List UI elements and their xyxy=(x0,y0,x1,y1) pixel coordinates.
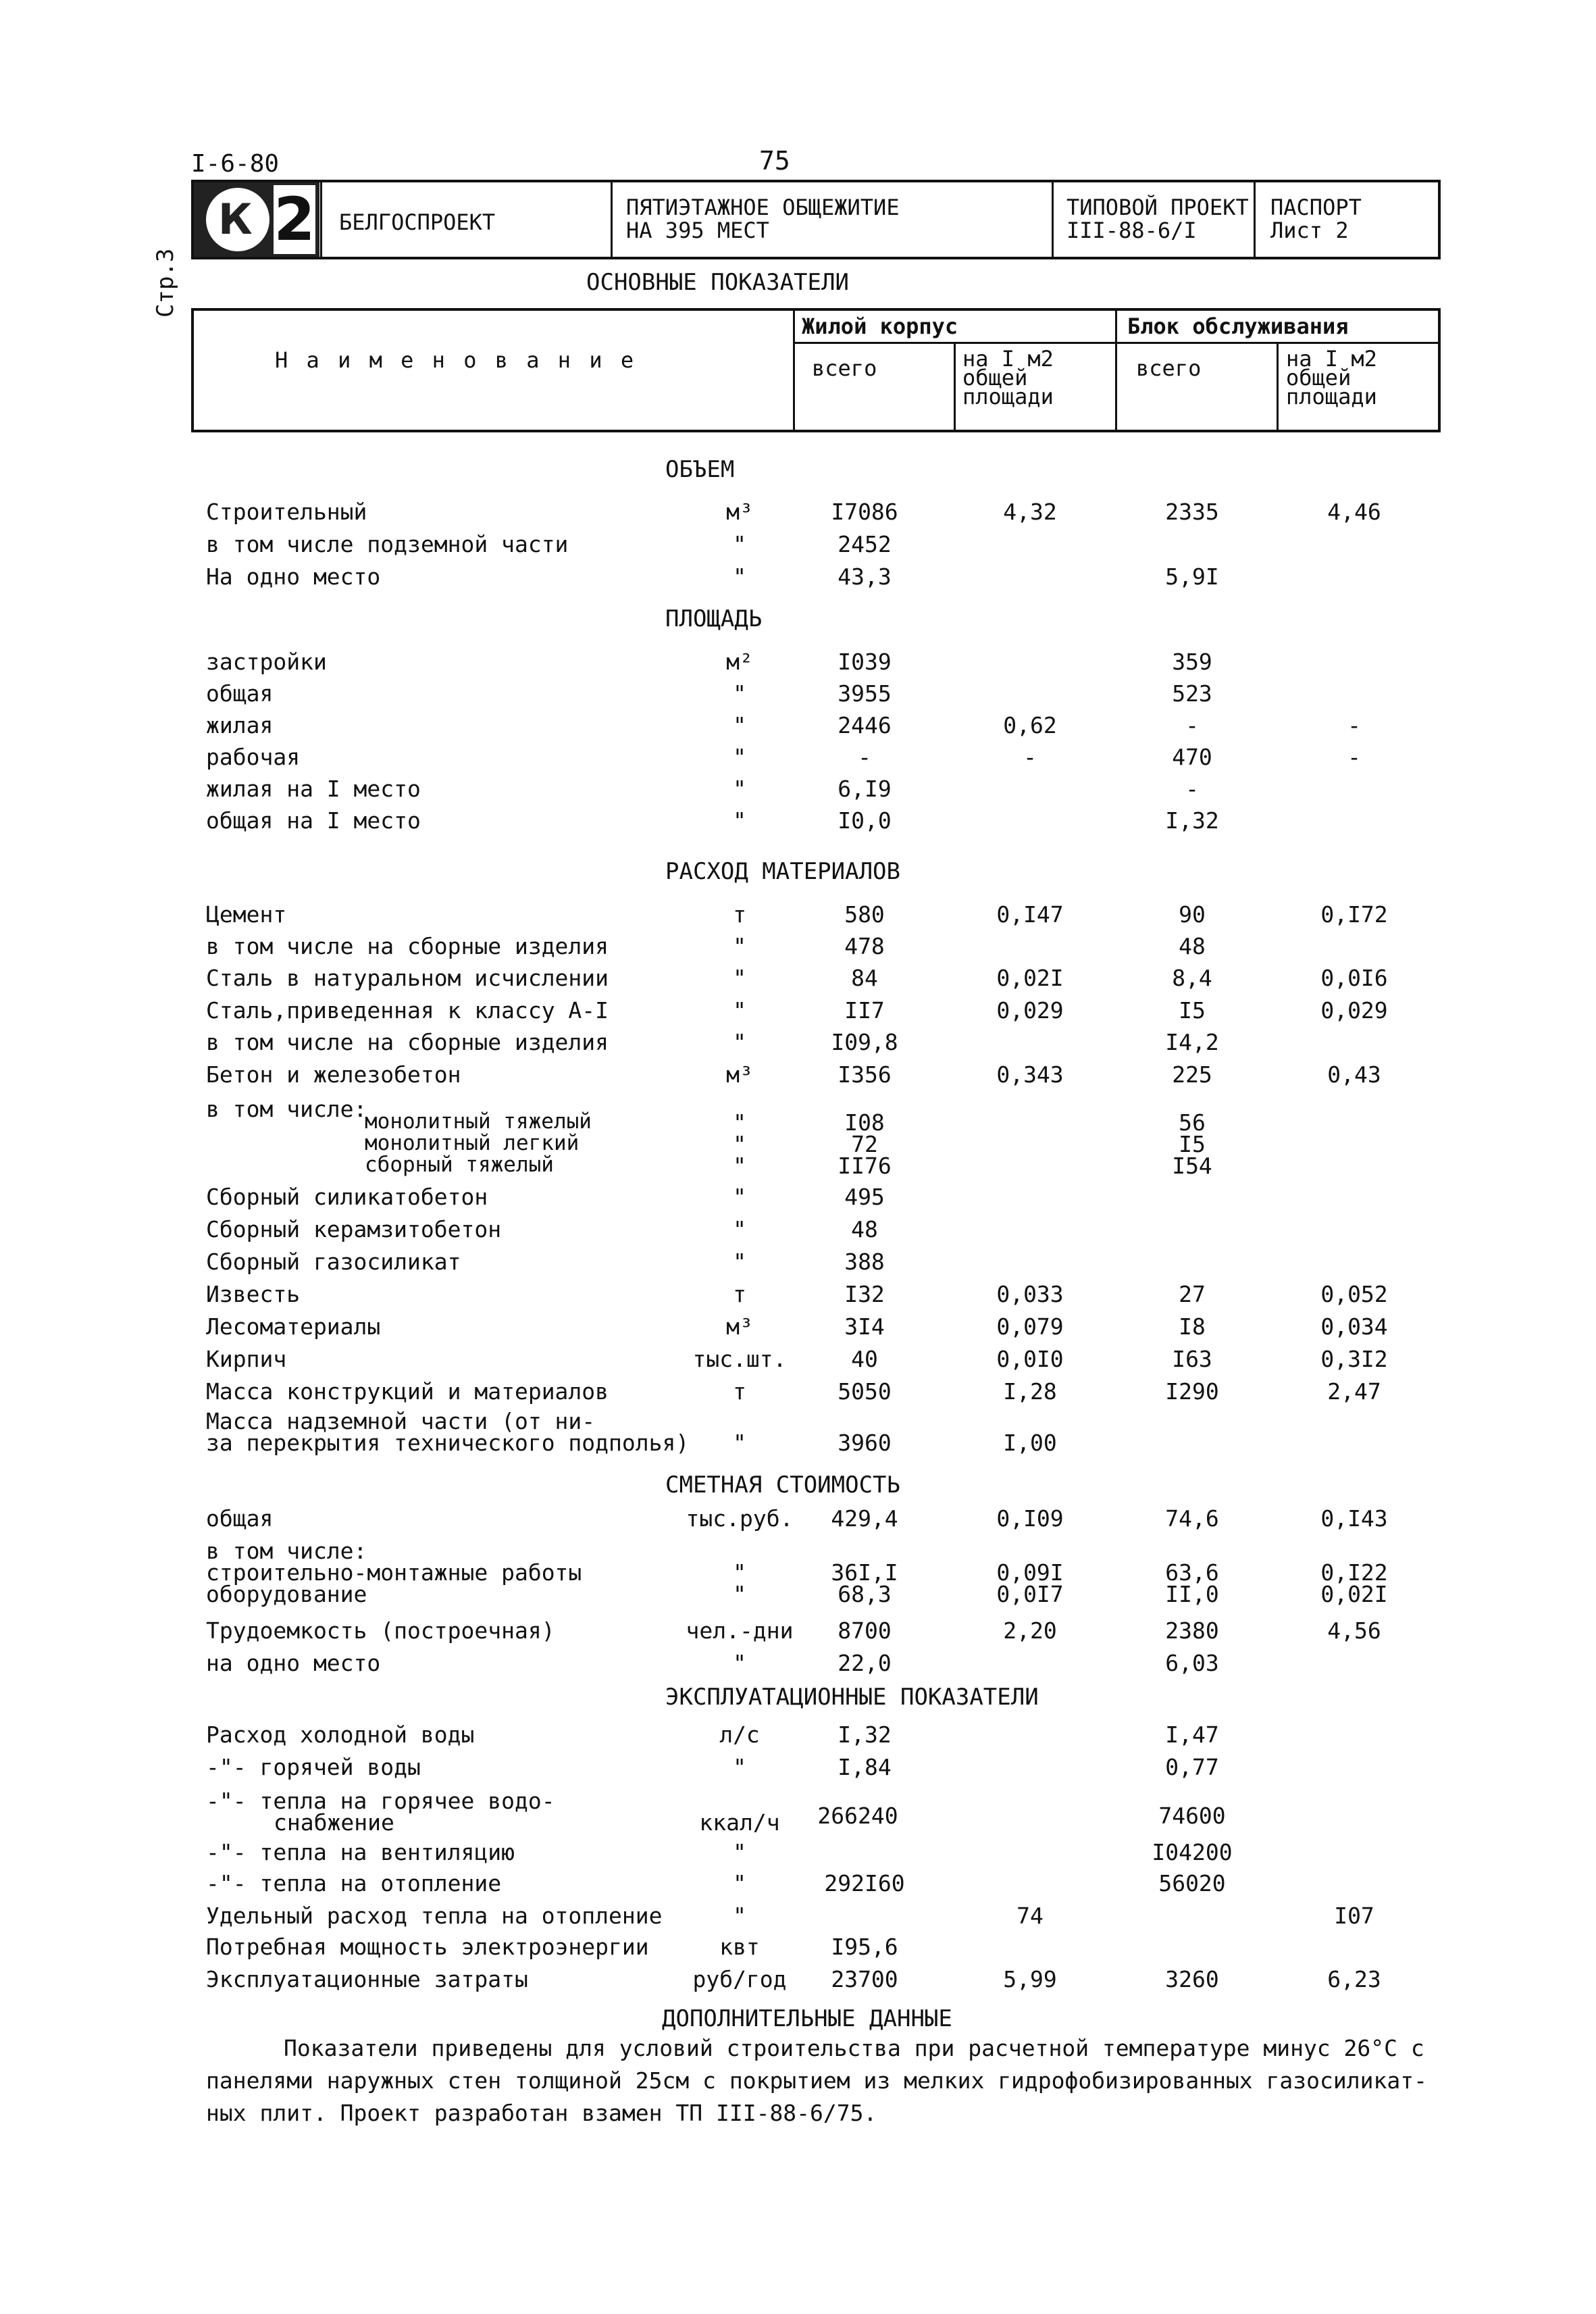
row-value-a: I356 xyxy=(838,1061,892,1088)
row-value-d: 0,43 xyxy=(1327,1061,1381,1088)
row-unit: квт xyxy=(719,1934,760,1960)
column-total-2: всего xyxy=(1136,355,1202,381)
logo-k-icon: К xyxy=(218,195,253,244)
row-value-c: 225 xyxy=(1172,1061,1212,1088)
row-value-a: I32 xyxy=(844,1281,885,1307)
row-name: Трудоемкость (построечная) xyxy=(206,1617,555,1644)
heat-hw-value-a: 266240 xyxy=(817,1803,898,1829)
row-unit: л/с xyxy=(719,1721,760,1748)
row-name: Эксплуатационные затраты xyxy=(206,1966,528,1992)
row-value-a: I,84 xyxy=(838,1754,892,1780)
row-name: Строительный xyxy=(206,499,367,525)
row-value-d: - xyxy=(1347,744,1361,770)
row-value-c: 470 xyxy=(1172,744,1212,770)
row-unit: " xyxy=(733,1839,746,1865)
row-unit: м³ xyxy=(726,499,753,525)
row-unit: " xyxy=(733,997,746,1024)
row-value-a: I,32 xyxy=(838,1721,892,1748)
row-value-a: 2446 xyxy=(838,712,892,738)
row-unit: " xyxy=(733,1029,746,1055)
column-per-m2-1c: площади xyxy=(962,384,1054,409)
row-value-d: 0,I43 xyxy=(1320,1505,1388,1532)
row-name: Потребная мощность электроэнергии xyxy=(206,1934,649,1960)
sheet-number: Лист 2 xyxy=(1270,218,1349,243)
row-name: Сталь в натуральном исчислении xyxy=(206,965,609,991)
group-service-header: Блок обслуживания xyxy=(1127,313,1349,339)
row-value-a: 36I,I xyxy=(831,1559,898,1586)
section-heading: ОБЪЕМ xyxy=(665,456,735,483)
heat-hw-value-c: 74600 xyxy=(1158,1803,1226,1829)
row-unit: " xyxy=(733,1216,746,1242)
concrete-sub-unit: " xyxy=(733,1153,746,1179)
row-value-b: 0,0I7 xyxy=(996,1581,1064,1607)
row-unit: " xyxy=(733,1581,746,1607)
extra-line2: панелями наружных стен толщиной 25см с покрытием из мелких гидрофобизированных газосиликат- xyxy=(206,2067,1427,2094)
row-name: Сборный керамзитобетон xyxy=(206,1216,502,1242)
row-value-c: II,0 xyxy=(1165,1581,1219,1607)
row-unit: " xyxy=(733,531,746,557)
row-unit: " xyxy=(733,1754,746,1780)
table-header xyxy=(191,308,1441,432)
row-value-c: 56020 xyxy=(1158,1870,1226,1896)
row-value-c: 2380 xyxy=(1165,1617,1219,1644)
row-name: Лесоматериалы xyxy=(206,1313,381,1340)
row-value-a: 23700 xyxy=(831,1966,898,1992)
object-title-line1: ПЯТИЭТАЖНОЕ ОБЩЕЖИТИЕ xyxy=(626,195,900,220)
row-value-c: 6,03 xyxy=(1165,1650,1219,1676)
row-unit: тыс.шт. xyxy=(692,1346,787,1372)
mass-above-line1: Масса надземной части (от ни- xyxy=(206,1408,596,1434)
row-value-c: I63 xyxy=(1172,1346,1212,1372)
column-per-m2-2a: на I м2 xyxy=(1286,346,1377,372)
mass-above-unit: " xyxy=(733,1430,746,1456)
row-value-b: 0,I47 xyxy=(996,901,1064,928)
row-name: На одно место xyxy=(206,563,381,590)
mass-above-line2: за перекрытия технического подполья) xyxy=(206,1430,690,1456)
row-value-c: 523 xyxy=(1172,680,1212,707)
row-value-c: 74,6 xyxy=(1165,1505,1219,1532)
side-page-label: Стр.3 xyxy=(152,248,179,318)
row-value-b: 4,32 xyxy=(1003,499,1057,525)
row-unit: руб/год xyxy=(692,1966,787,1992)
row-unit: " xyxy=(733,1870,746,1896)
row-value-a: II7 xyxy=(844,997,885,1024)
row-unit: " xyxy=(733,807,746,834)
row-name: Удельный расход тепла на отопление xyxy=(206,1903,663,1929)
row-value-c: 0,77 xyxy=(1165,1754,1219,1780)
row-value-b: 0,033 xyxy=(996,1281,1064,1307)
row-name: застройки xyxy=(206,649,327,675)
mass-above-value-a: 3960 xyxy=(838,1430,892,1456)
row-unit: " xyxy=(733,712,746,738)
row-value-c: 3260 xyxy=(1165,1966,1219,1992)
extra-line1: Показатели приведены для условий строительства при расчетной температуре минус 26°С с xyxy=(284,2035,1424,2061)
row-name: оборудование xyxy=(206,1581,367,1607)
row-unit: м² xyxy=(726,649,753,675)
row-name: Сборный газосиликат xyxy=(206,1249,461,1275)
row-unit: чел.-дни xyxy=(686,1617,794,1644)
row-name: общая на I место xyxy=(206,807,421,834)
row-value-a: 84 xyxy=(851,965,878,991)
row-value-d: - xyxy=(1347,712,1361,738)
organization-name: БЕЛГОСПРОЕКТ xyxy=(339,209,496,235)
row-unit: т xyxy=(733,1378,746,1405)
row-unit: " xyxy=(733,1650,746,1676)
document-code: I-6-80 xyxy=(191,150,280,178)
row-value-a: - xyxy=(858,744,871,770)
row-value-a: I0,0 xyxy=(838,807,892,834)
row-unit: " xyxy=(733,776,746,802)
row-value-a: I039 xyxy=(838,649,892,675)
row-unit: м³ xyxy=(726,1061,753,1088)
row-value-c: I,32 xyxy=(1165,807,1219,834)
concrete-sub-name: сборный тяжелый xyxy=(365,1153,554,1177)
row-value-b: 0,62 xyxy=(1003,712,1057,738)
row-value-c: I04200 xyxy=(1152,1839,1233,1865)
row-value-d: 0,052 xyxy=(1320,1281,1388,1307)
row-value-d: I07 xyxy=(1334,1903,1374,1929)
row-value-b: 0,02I xyxy=(996,965,1064,991)
row-value-a: I95,6 xyxy=(831,1934,898,1960)
row-name: Известь xyxy=(206,1281,301,1307)
column-per-m2-2b: общей xyxy=(1286,365,1352,391)
row-value-d: 0,034 xyxy=(1320,1313,1388,1340)
column-per-m2-1b: общей xyxy=(962,365,1028,391)
row-value-c: I8 xyxy=(1179,1313,1206,1340)
project-line2: III-88-6/I xyxy=(1066,218,1197,243)
row-value-b: 2,20 xyxy=(1003,1617,1057,1644)
row-value-c: I4,2 xyxy=(1165,1029,1219,1055)
row-value-a: 388 xyxy=(844,1249,885,1275)
row-unit: т xyxy=(733,1281,746,1307)
row-value-a: 22,0 xyxy=(838,1650,892,1676)
row-value-c: I,47 xyxy=(1165,1721,1219,1748)
section-heading: ЭКСПЛУАТАЦИОННЫЕ ПОКАЗАТЕЛИ xyxy=(665,1684,1039,1711)
row-name: общая xyxy=(206,680,274,707)
row-name: Расход холодной воды xyxy=(206,1721,475,1748)
row-name: Масса конструкций и материалов xyxy=(206,1378,609,1405)
row-name: жилая на I место xyxy=(206,776,421,802)
heat-hw-unit: ккал/ч xyxy=(699,1809,780,1836)
row-unit: " xyxy=(733,1184,746,1210)
row-value-b: 0,0I0 xyxy=(996,1346,1064,1372)
row-unit: " xyxy=(733,1559,746,1586)
row-value-a: 6,I9 xyxy=(838,776,892,802)
extra-line3: ных плит. Проект разработан взамен ТП III-88-6/75. xyxy=(206,2100,877,2126)
row-value-a: 40 xyxy=(851,1346,878,1372)
row-unit: т xyxy=(733,901,746,928)
row-unit: " xyxy=(733,563,746,590)
section-heading: ПЛОЩАДЬ xyxy=(665,605,763,632)
concrete-sub-unit: " xyxy=(733,1131,746,1157)
title-block xyxy=(191,180,1441,259)
row-value-a: 5050 xyxy=(838,1378,892,1405)
row-value-d: 4,46 xyxy=(1327,499,1381,525)
row-value-d: 4,56 xyxy=(1327,1617,1381,1644)
row-value-c: 2335 xyxy=(1165,499,1219,525)
row-name: рабочая xyxy=(206,744,301,770)
row-name: в том числе на сборные изделия xyxy=(206,933,609,959)
row-unit: " xyxy=(733,680,746,707)
row-value-a: 48 xyxy=(851,1216,878,1242)
concrete-sub-value-c: I5 xyxy=(1179,1131,1206,1157)
row-value-a: 43,3 xyxy=(838,563,892,590)
row-name: в том числе на сборные изделия xyxy=(206,1029,609,1055)
row-name: строительно-монтажные работы xyxy=(206,1559,582,1586)
row-value-c: 90 xyxy=(1179,901,1206,928)
row-name: Цемент xyxy=(206,901,287,928)
row-value-d: 0,3I2 xyxy=(1320,1346,1388,1372)
row-value-c: - xyxy=(1185,712,1199,738)
row-value-b: 0,029 xyxy=(996,997,1064,1024)
row-value-a: 8700 xyxy=(838,1617,892,1644)
mass-above-value-b: I,00 xyxy=(1003,1430,1057,1456)
row-value-c: 8,4 xyxy=(1172,965,1212,991)
row-unit: " xyxy=(733,744,746,770)
concrete-sub-name: монолитный легкий xyxy=(365,1131,580,1155)
group-residential-header: Жилой корпус xyxy=(802,313,958,339)
section-heading: РАСХОД МАТЕРИАЛОВ xyxy=(665,858,900,885)
section-heading: СМЕТНАЯ СТОИМОСТЬ xyxy=(665,1472,900,1499)
row-value-c: 27 xyxy=(1179,1281,1206,1307)
row-unit: " xyxy=(733,1249,746,1275)
row-value-a: 495 xyxy=(844,1184,885,1210)
heat-hw-line2: снабжение xyxy=(274,1809,394,1836)
row-name: на одно место xyxy=(206,1650,381,1676)
row-value-a: I7086 xyxy=(831,499,898,525)
row-unit: " xyxy=(733,1903,746,1929)
row-name: -"- тепла на отопление xyxy=(206,1870,502,1896)
row-name: Бетон и железобетон xyxy=(206,1061,461,1088)
row-value-c: 5,9I xyxy=(1165,563,1219,590)
row-value-c: - xyxy=(1185,776,1199,802)
page-number: 75 xyxy=(759,146,790,176)
row-value-d: 0,I22 xyxy=(1320,1559,1388,1586)
column-name-header: Н а и м е н о в а н и е xyxy=(275,347,637,373)
row-value-c: 359 xyxy=(1172,649,1212,675)
row-value-a: 2452 xyxy=(838,531,892,557)
row-value-a: 3I4 xyxy=(844,1313,885,1340)
row-value-b: - xyxy=(1023,744,1037,770)
cost-sub-label: в том числе: xyxy=(206,1538,367,1564)
row-name: -"- горячей воды xyxy=(206,1754,421,1780)
row-value-d: 2,47 xyxy=(1327,1378,1381,1405)
row-name: -"- тепла на вентиляцию xyxy=(206,1839,515,1865)
row-name: жилая xyxy=(206,712,274,738)
heat-hw-line1: -"- тепла на горячее водо- xyxy=(206,1788,555,1814)
row-unit: тыс.руб. xyxy=(686,1505,794,1532)
row-value-b: 0,I09 xyxy=(996,1505,1064,1532)
row-value-d: 0,029 xyxy=(1320,997,1388,1024)
row-value-b: 74 xyxy=(1016,1903,1044,1929)
row-value-d: 0,0I6 xyxy=(1320,965,1388,991)
row-value-b: 0,09I xyxy=(996,1559,1064,1586)
row-unit: " xyxy=(733,965,746,991)
row-value-a: 478 xyxy=(844,933,885,959)
row-value-b: 0,079 xyxy=(996,1313,1064,1340)
concrete-sub-value-c: I54 xyxy=(1172,1153,1212,1179)
concrete-sub-unit: " xyxy=(733,1109,746,1136)
concrete-sub-value-a: I08 xyxy=(844,1109,885,1136)
row-name: Сталь,приведенная к классу А-I xyxy=(206,997,609,1024)
logo-number: 2 xyxy=(274,184,315,254)
row-name: Кирпич xyxy=(206,1346,287,1372)
row-value-d: 6,23 xyxy=(1327,1966,1381,1992)
row-value-b: I,28 xyxy=(1003,1378,1057,1405)
object-title-line2: НА 395 МЕСТ xyxy=(626,218,769,243)
concrete-sub-value-c: 56 xyxy=(1179,1109,1206,1136)
concrete-sub-label: в том числе: xyxy=(206,1096,367,1122)
row-value-c: 63,6 xyxy=(1165,1559,1219,1586)
row-value-c: 48 xyxy=(1179,933,1206,959)
row-value-b: 5,99 xyxy=(1003,1966,1057,1992)
concrete-sub-name: монолитный тяжелый xyxy=(365,1109,592,1134)
row-value-a: 580 xyxy=(844,901,885,928)
row-value-a: 429,4 xyxy=(831,1505,898,1532)
row-value-a: 3955 xyxy=(838,680,892,707)
row-unit: м³ xyxy=(726,1313,753,1340)
row-value-a: 68,3 xyxy=(838,1581,892,1607)
section-title: ОСНОВНЫЕ ПОКАЗАТЕЛИ xyxy=(586,269,849,296)
row-value-a: 292I60 xyxy=(824,1870,905,1896)
row-name: в том числе подземной части xyxy=(206,531,569,557)
concrete-sub-value-a: II76 xyxy=(838,1153,892,1179)
column-per-m2-1a: на I м2 xyxy=(962,346,1054,372)
row-name: Сборный силикатобетон xyxy=(206,1184,488,1210)
row-unit: " xyxy=(733,933,746,959)
project-line1: ТИПОВОЙ ПРОЕКТ xyxy=(1066,195,1249,220)
row-value-c: I290 xyxy=(1165,1378,1219,1405)
row-name: общая xyxy=(206,1505,274,1532)
extra-data-heading: ДОПОЛНИТЕЛЬНЫЕ ДАННЫЕ xyxy=(662,2005,952,2032)
row-value-a: I09,8 xyxy=(831,1029,898,1055)
concrete-sub-value-a: 72 xyxy=(851,1131,878,1157)
document-type: ПАСПОРТ xyxy=(1270,195,1362,220)
column-total-1: всего xyxy=(812,355,877,381)
column-per-m2-2c: площади xyxy=(1286,384,1377,409)
row-value-d: 0,I72 xyxy=(1320,901,1388,928)
row-value-d: 0,02I xyxy=(1320,1581,1388,1607)
row-value-c: I5 xyxy=(1179,997,1206,1024)
row-value-b: 0,343 xyxy=(996,1061,1064,1088)
